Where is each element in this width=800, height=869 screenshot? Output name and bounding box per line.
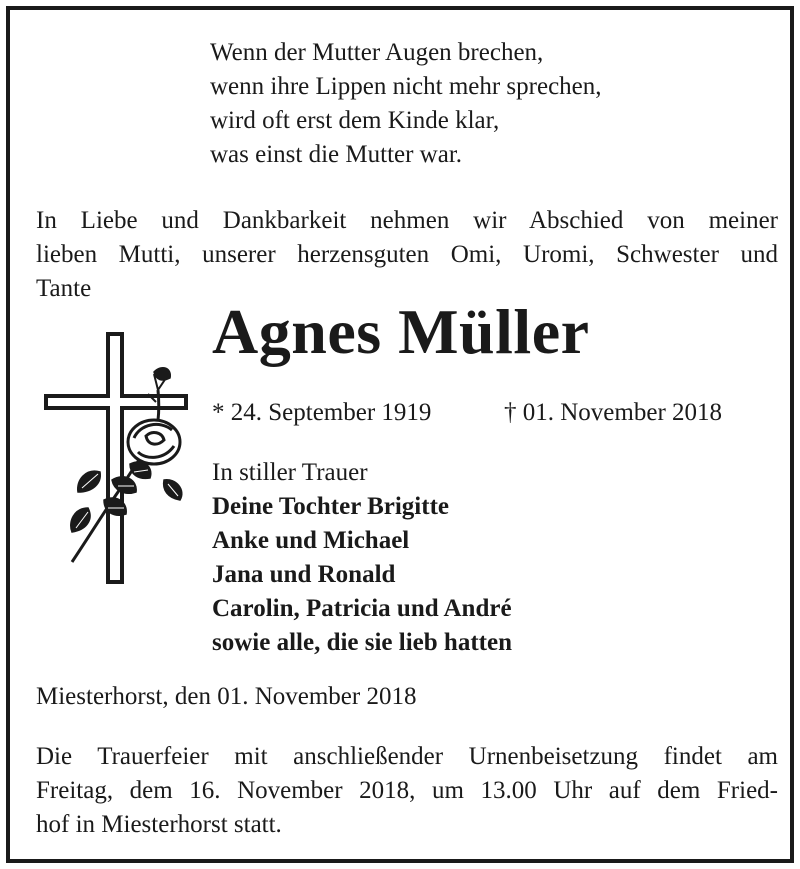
death-date: † 01. November 2018	[504, 399, 723, 426]
poem-line: was einst die Mutter war.	[210, 141, 463, 168]
mourners-intro: In stiller Trauer	[212, 459, 368, 486]
mourner-name: Deine Tochter Brigitte	[212, 493, 449, 520]
mourners-block	[212, 456, 512, 660]
obituary-card	[6, 6, 794, 863]
mourner-name: sowie alle, die sie lieb hatten	[212, 629, 512, 656]
poem-line: wird oft erst dem Kinde klar,	[210, 107, 500, 134]
poem	[210, 36, 602, 172]
intro-line: lieben Mutti, unserer herzensguten Omi, Uromi, Schwester und	[36, 241, 778, 268]
intro-text	[36, 204, 778, 306]
mourner-name: Jana und Ronald	[212, 561, 396, 588]
service-line: hof in Miesterhorst statt.	[36, 811, 282, 838]
funeral-service-info	[36, 740, 778, 842]
poem-line: wenn ihre Lippen nicht mehr sprechen,	[210, 73, 602, 100]
service-line: Freitag, dem 16. November 2018, um 13.00 Uhr auf dem Fried-	[36, 777, 778, 804]
deceased-name: Agnes Müller	[212, 296, 590, 367]
poem-line: Wenn der Mutter Augen brechen,	[210, 39, 544, 66]
cross-with-rose-icon	[42, 332, 192, 592]
place-date: Miesterhorst, den 01. November 2018	[36, 683, 417, 710]
intro-line: Tante	[36, 275, 92, 302]
mourner-name: Carolin, Patricia und André	[212, 595, 512, 622]
intro-line: In Liebe und Dankbarkeit nehmen wir Abschied von meiner	[36, 207, 778, 234]
birth-date: * 24. September 1919	[212, 399, 432, 426]
service-line: Die Trauerfeier mit anschließender Urnenbeisetzung findet am	[36, 743, 778, 770]
mourner-name: Anke und Michael	[212, 527, 410, 554]
